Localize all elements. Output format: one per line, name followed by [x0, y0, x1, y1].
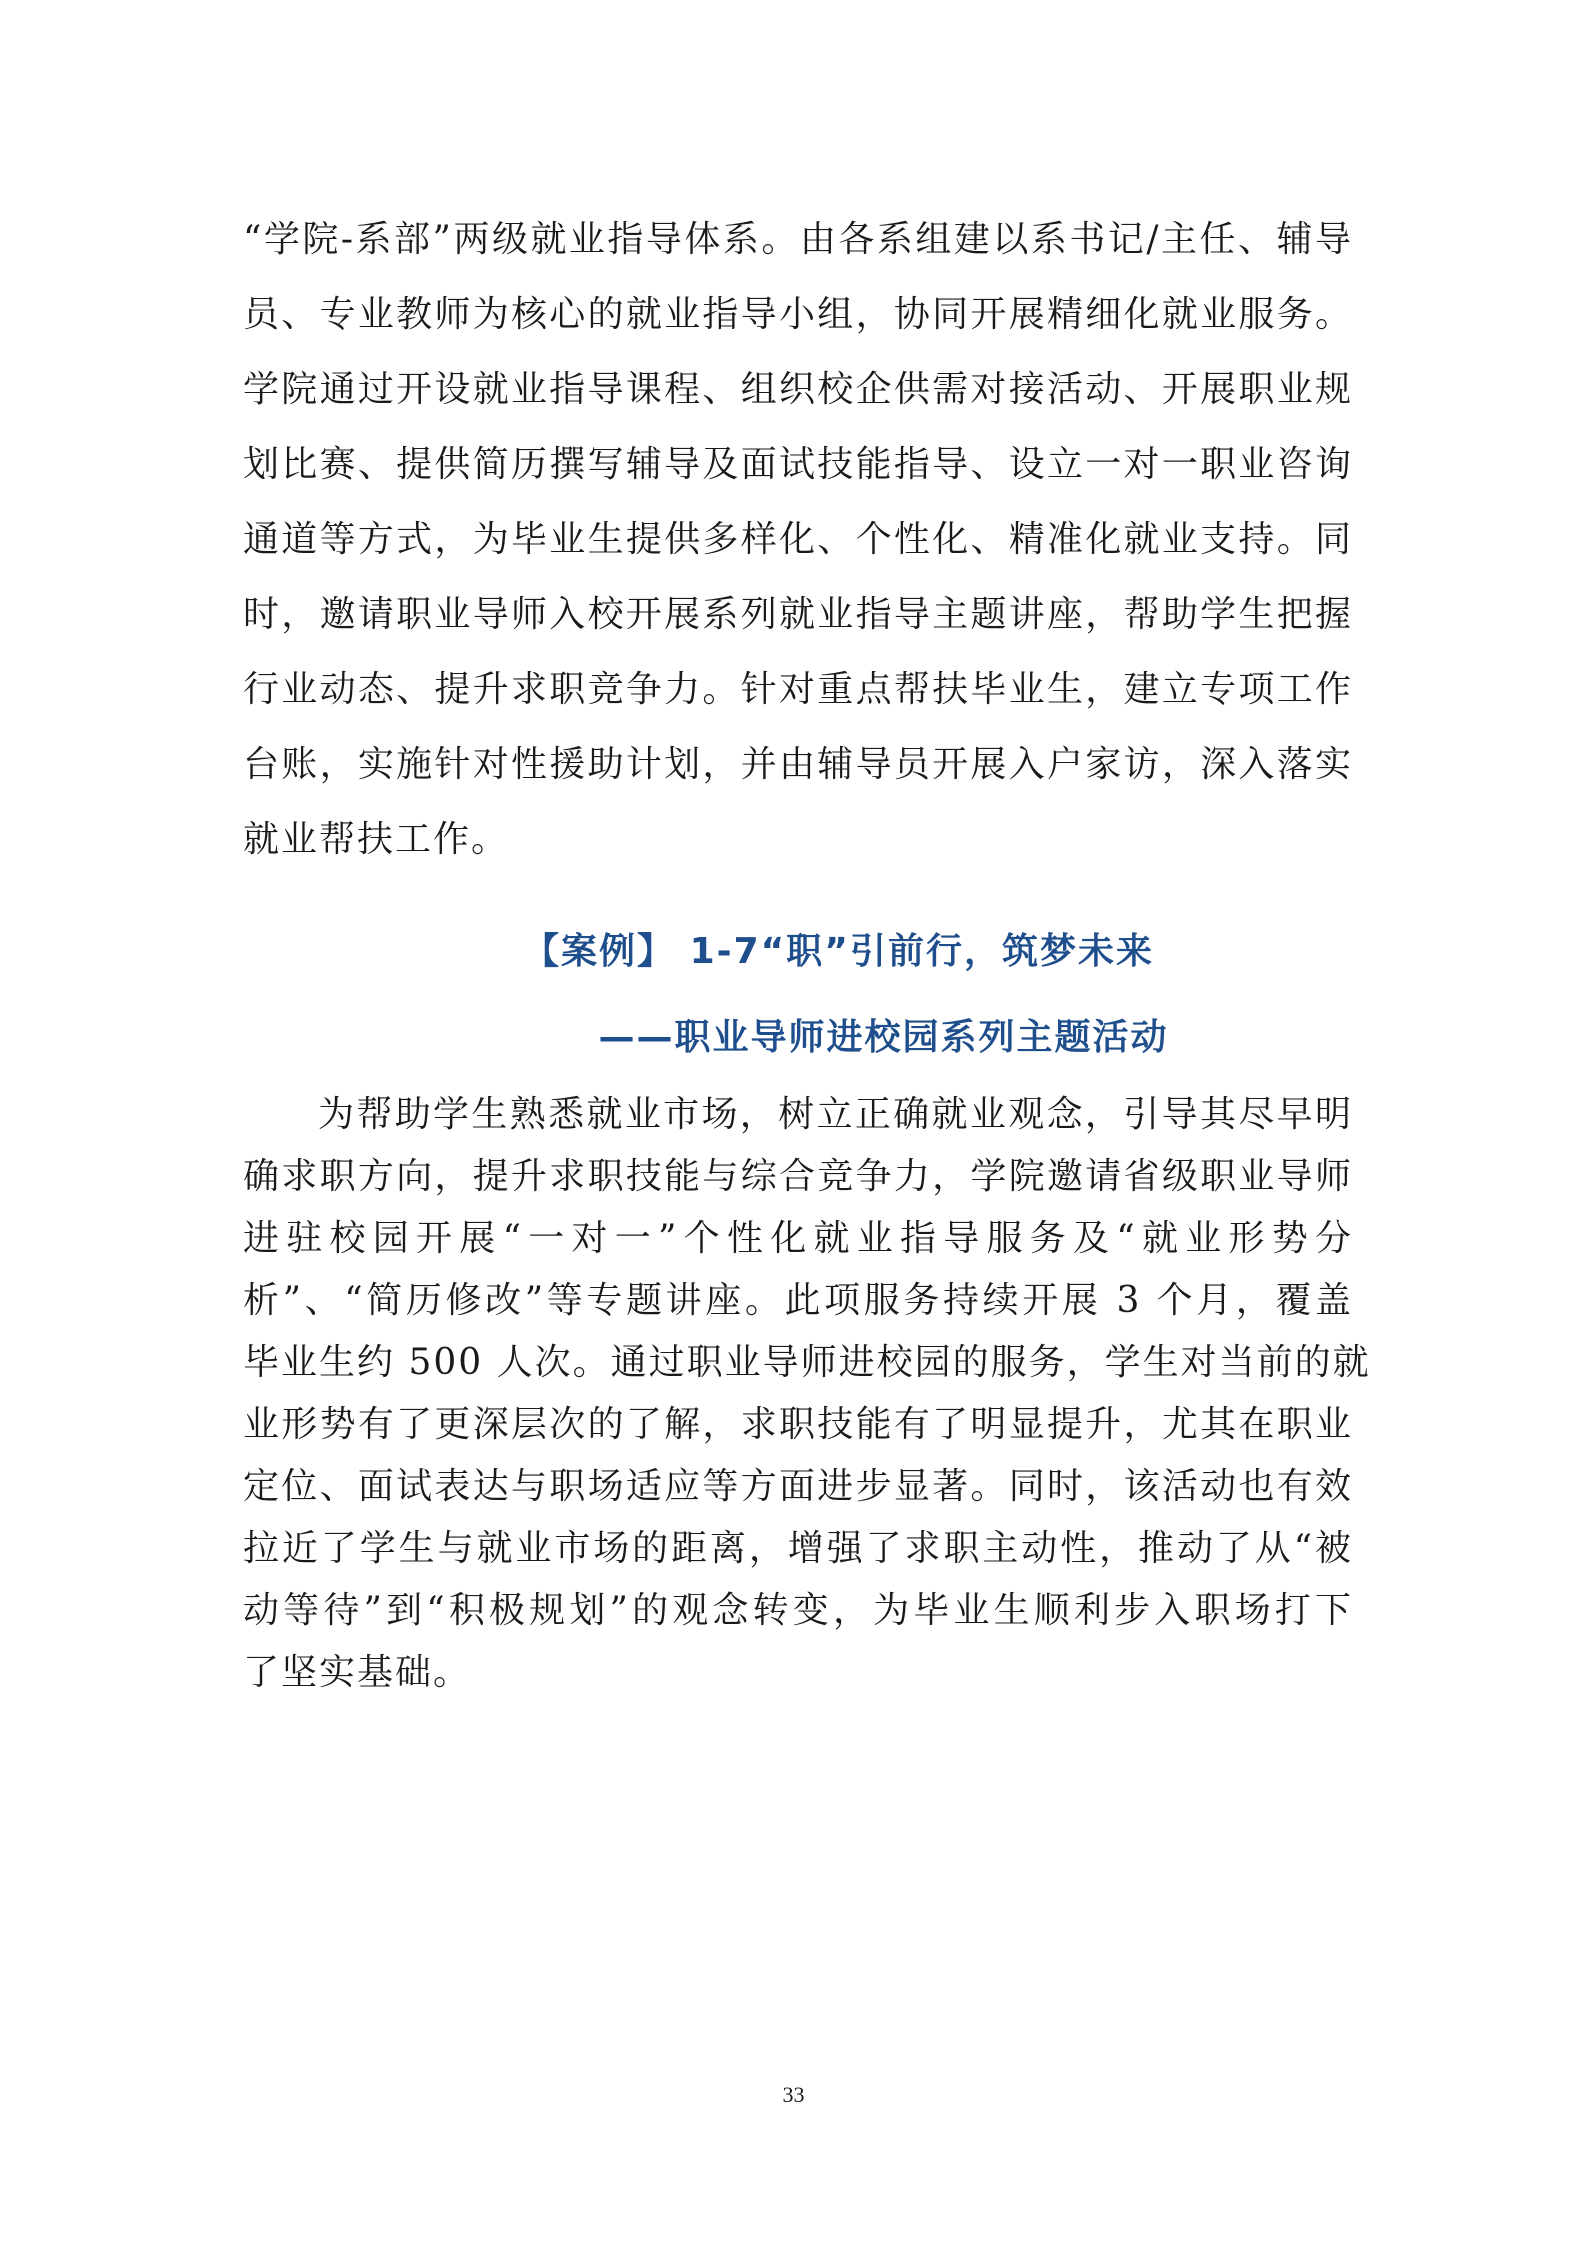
paragraph-line: 进驻校园开展“一对一”个性化就业指导服务及“就业形势分	[243, 1218, 1353, 1259]
paragraph-line: 通道等方式，为毕业生提供多样化、个性化、精准化就业支持。同	[243, 519, 1353, 560]
paragraph-line: 拉近了学生与就业市场的距离，增强了求职主动性，推动了从“被	[243, 1528, 1353, 1569]
paragraph-line: 时，邀请职业导师入校开展系列就业指导主题讲座，帮助学生把握	[243, 594, 1353, 635]
paragraph-line: 划比赛、提供简历撰写辅导及面试技能指导、设立一对一职业咨询	[243, 444, 1353, 485]
page-number: 33	[782, 2082, 805, 2107]
paragraph-line: 定位、面试表达与职场适应等方面进步显著。同时，该活动也有效	[243, 1466, 1353, 1507]
paragraph-line: 确求职方向，提升求职技能与综合竞争力，学院邀请省级职业导师	[243, 1156, 1353, 1197]
paragraph-line: 业形势有了更深层次的了解，求职技能有了明显提升，尤其在职业	[243, 1404, 1353, 1445]
paragraph-line: 员、专业教师为核心的就业指导小组，协同开展精细化就业服务。	[243, 294, 1353, 335]
paragraph-line: 析”、“简历修改”等专题讲座。此项服务持续开展 3 个月，覆盖	[243, 1280, 1353, 1321]
paragraph-line: 就业帮扶工作。	[243, 819, 510, 860]
paragraph-line: 学院通过开设就业指导课程、组织校企供需对接活动、开展职业规	[243, 369, 1353, 410]
case-subtitle: ——职业导师进校园系列主题活动	[598, 1017, 1169, 1058]
paragraph-line: “学院-系部”两级就业指导体系。由各系组建以系书记/主任、辅导	[243, 219, 1353, 260]
paragraph-line: 了坚实基础。	[243, 1652, 472, 1693]
paragraph-line: 台账，实施针对性援助计划，并由辅导员开展入户家访，深入落实	[243, 744, 1353, 785]
paragraph-line: 行业动态、提升求职竞争力。针对重点帮扶毕业生，建立专项工作	[243, 669, 1353, 710]
paragraph-line: 毕业生约 500 人次。通过职业导师进校园的服务，学生对当前的就	[243, 1342, 1371, 1383]
paragraph-line: 动等待”到“积极规划”的观念转变，为毕业生顺利步入职场打下	[243, 1590, 1353, 1631]
paragraph-line: 为帮助学生熟悉就业市场，树立正确就业观念，引导其尽早明	[318, 1094, 1353, 1135]
case-title: 【案例】 1-7“职”引前行，筑梦未来	[523, 931, 1154, 972]
